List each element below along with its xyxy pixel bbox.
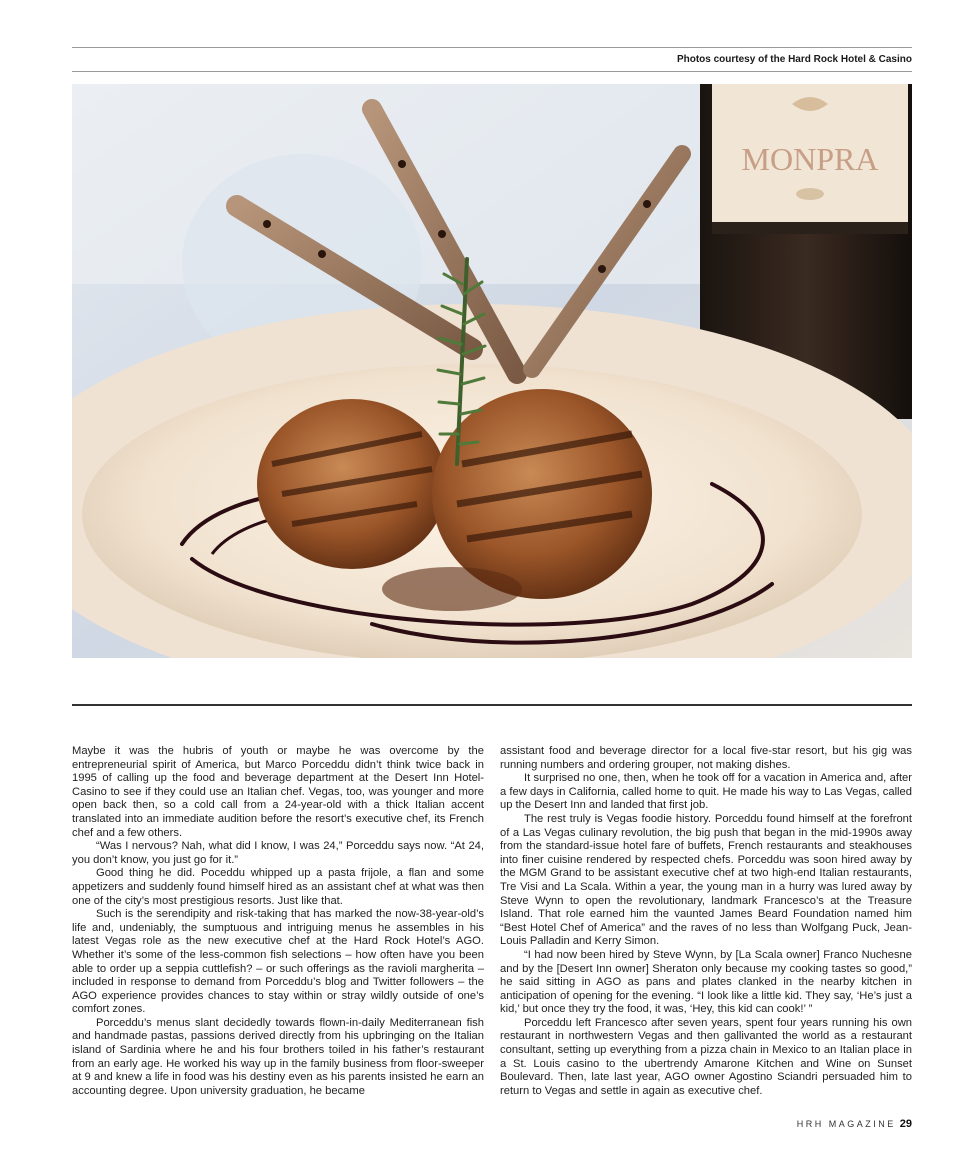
- top-rule: [72, 47, 912, 48]
- article-paragraph: The rest truly is Vegas foodie history. Porceddu found himself at the forefront of a Las Vegas culinary revolution, the big push that began in the mid-1990s away from the standard-issue hotel fare of buffets, French restaurants and steakhouses into finer cuisine rendered by respected chefs. Porceddu was soon hired away by the MGM Grand to be assistant executive chef at two high-end Italian restaurants, Tre Visi and La Scala. Within a year, the young man in a hurry was lured away by Steve Wynn to open the revolutionary, landmark Francesco’s at the Treasure Island. That role earned him the vaunted James Beard Foundation named him “Best Hotel Chef of America” and the raves of no less than Wolfgang Puck, Jean-Louis Palladin and Kerry Simon.: [500, 812, 912, 948]
- section-rule: [72, 704, 912, 706]
- article-paragraph: Porceddu’s menus slant decidedly towards flown-in-daily Mediterranean fish and handmade pastas, passions derived directly from his upbringing on the Italian island of Sardinia where he and his four brothers toiled in his father’s restaurant from an early age. He worked his way up in the family business from floor-sweeper at 9 and knew a life in food was his destiny even as his parents insisted he earn an accounting degree. Upon university graduation, he became: [72, 1016, 484, 1097]
- article-paragraph: “Was I nervous? Nah, what did I know, I was 24,” Porceddu says now. “At 24, you don’t know, you just go for it.”: [72, 840, 484, 866]
- page-number: 29: [899, 1118, 912, 1130]
- magazine-name: HRH MAGAZINE: [796, 1119, 896, 1129]
- article-paragraph: Maybe it was the hubris of youth or maybe he was overcome by the entrepreneurial spirit of America, but Marco Porceddu didn’t think twice back in 1995 of calling up the food and beverage department at the Desert Inn Hotel-Casino to see if they could use an Italian chef. Vegas, too, was younger and more open back then, so a cold call from a 24-year-old with a thick Italian accent translated into an immediate audition before the resort’s executive chef, its French chef and a few others.: [72, 745, 484, 839]
- article-paragraph: Such is the serendipity and risk-taking that has marked the now-38-year-old’s life and, undeniably, the sumptuous and intriguing menus he assembles in his latest Vegas role as the new executive chef at the Hard Rock Hotel’s AGO. Whether it’s some of the less-common fish selections – how often have you been able to order up a seppia cuttlefish? – or such offerings as the ravioli margherita – included in response to demand from Porceddu’s blog and Twitter followers – the AGO experience provides chances to stay within or stray wildly outside of one’s comfort zones.: [72, 908, 484, 1016]
- bottle-label: MONPRA: [741, 141, 879, 177]
- article-column-right: [500, 745, 912, 1098]
- article-paragraph: It surprised no one, then, when he took off for a vacation in America and, after a few days in California, called home to quit. He made his way to Las Vegas, called up the Desert Inn and landed that first job.: [500, 772, 912, 812]
- article-paragraph: “I had now been hired by Steve Wynn, by [La Scala owner] Franco Nuchesne and by the [Desert Inn owner] Sheraton only because my cooking tastes so good,” he said sitting in AGO as pans and plates clanked in the nearby kitchen in anticipation of opening for the evening. “I look like a little kid. They say, ‘He’s just a kid,’ but once they try the food, it was, ‘Hey, this kid can cook!’ ”: [500, 948, 912, 1016]
- article-paragraph: Good thing he did. Poceddu whipped up a pasta frijole, a flan and some appetizers and suddenly found himself hired as an assistant chef at what was then one of the city’s most prestigious resorts. Just like that.: [72, 867, 484, 907]
- food-photo: [72, 84, 912, 658]
- page-footer: [797, 1118, 912, 1130]
- article-column-left: [72, 745, 484, 1098]
- photo-credit: Photos courtesy of the Hard Rock Hotel & Casino: [676, 54, 912, 65]
- credit-rule: [72, 71, 912, 72]
- article-paragraph: Porceddu left Francesco after seven years, spent four years running his own restaurant in northwestern Vegas and then gallivanted the world as a restaurant consultant, setting up everything from a pizza chain in Mexico to an Italian place in a St. Louis casino to the ubertrendy Amarone Kitchen and Wine on Sunset Boulevard. Then, late last year, AGO owner Agostino Sciandri persuaded him to return to Vegas and settle in again as executive chef.: [500, 1016, 912, 1097]
- article-paragraph: assistant food and beverage director for a local five-star resort, but his gig was running numbers and ordering grouper, not making dishes.: [500, 745, 912, 771]
